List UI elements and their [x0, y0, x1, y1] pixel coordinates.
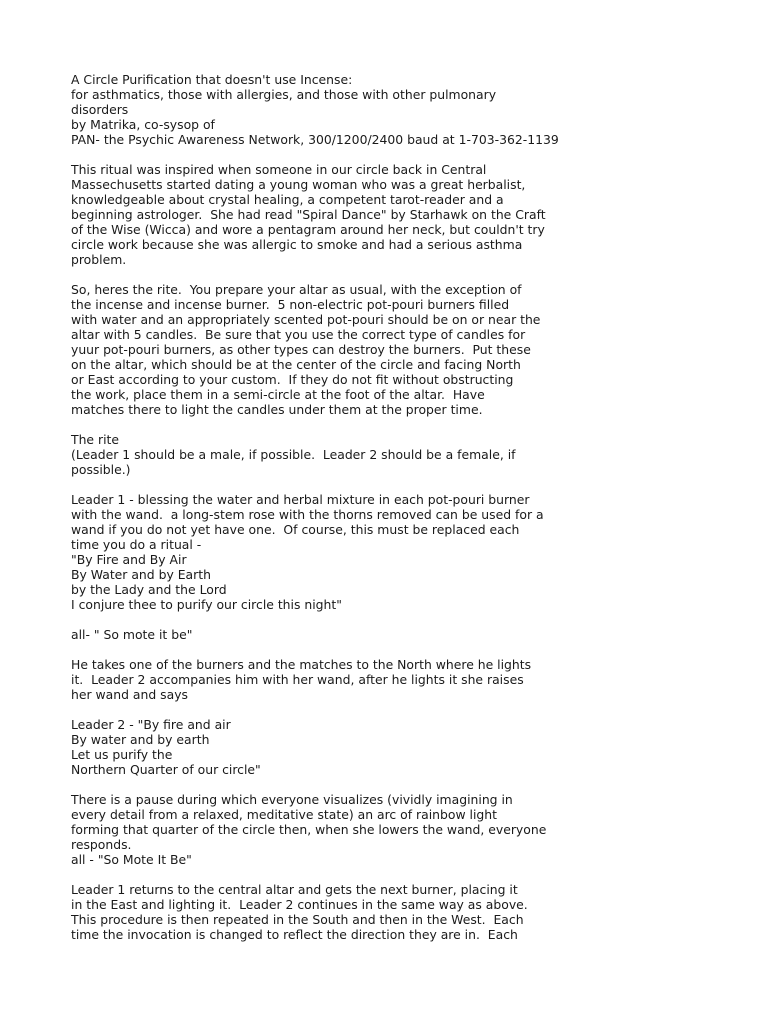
text-line: possible.) [71, 462, 131, 477]
text-line: I conjure thee to purify our circle this night" [71, 597, 342, 612]
text-line: So, heres the rite. You prepare your altar as usual, with the exception of [71, 282, 522, 297]
text-line: all - "So Mote It Be" [71, 852, 192, 867]
blank-line [71, 642, 731, 657]
text-line: forming that quarter of the circle then, when she lowers the wand, everyone [71, 822, 547, 837]
text-line: in the East and lighting it. Leader 2 continues in the same way as above. [71, 897, 528, 912]
text-line: responds. [71, 837, 132, 852]
text-line: problem. [71, 252, 127, 267]
text-line: all- " So mote it be" [71, 627, 193, 642]
text-line: This ritual was inspired when someone in our circle back in Central [71, 162, 487, 177]
blank-line [71, 417, 731, 432]
text-line: the work, place them in a semi-circle at the foot of the altar. Have [71, 387, 485, 402]
blank-line [71, 147, 731, 162]
text-line: Let us purify the [71, 747, 173, 762]
text-line: altar with 5 candles. Be sure that you use the correct type of candles for [71, 327, 526, 342]
text-line: circle work because she was allergic to smoke and had a serious asthma [71, 237, 523, 252]
text-line: beginning astrologer. She had read "Spiral Dance" by Starhawk on the Craft [71, 207, 546, 222]
text-line: the incense and incense burner. 5 non-electric pot-pouri burners filled [71, 297, 510, 312]
text-line: on the altar, which should be at the center of the circle and facing North [71, 357, 521, 372]
text-line: Leader 1 - blessing the water and herbal mixture in each pot-pouri burner [71, 492, 530, 507]
text-line: matches there to light the candles under them at the proper time. [71, 402, 483, 417]
text-line: (Leader 1 should be a male, if possible. Leader 2 should be a female, if [71, 447, 516, 462]
text-line: yuur pot-pouri burners, as other types can destroy the burners. Put these [71, 342, 531, 357]
document-text [71, 72, 731, 942]
text-line: disorders [71, 102, 129, 117]
text-line: PAN- the Psychic Awareness Network, 300/1200/2400 baud at 1-703-362-1139 [71, 132, 559, 147]
text-line: time the invocation is changed to reflect the direction they are in. Each [71, 927, 518, 942]
text-line: or East according to your custom. If they do not fit without obstructing [71, 372, 514, 387]
text-line: There is a pause during which everyone visualizes (vividly imagining in [71, 792, 513, 807]
blank-line [71, 867, 731, 882]
text-line: it. Leader 2 accompanies him with her wand, after he lights it she raises [71, 672, 524, 687]
text-line: with water and an appropriately scented pot-pouri should be on or near the [71, 312, 541, 327]
text-line: by Matrika, co-sysop of [71, 117, 215, 132]
text-line: wand if you do not yet have one. Of course, this must be replaced each [71, 522, 520, 537]
text-line: By Water and by Earth [71, 567, 211, 582]
text-line: The rite [71, 432, 120, 447]
text-line: of the Wise (Wicca) and wore a pentagram around her neck, but couldn't try [71, 222, 545, 237]
text-line: This procedure is then repeated in the South and then in the West. Each [71, 912, 524, 927]
text-line: He takes one of the burners and the matches to the North where he lights [71, 657, 532, 672]
text-line: Leader 2 - "By fire and air [71, 717, 231, 732]
blank-line [71, 612, 731, 627]
blank-line [71, 702, 731, 717]
text-line: A Circle Purification that doesn't use Incense: [71, 72, 353, 87]
text-line: Leader 1 returns to the central altar and gets the next burner, placing it [71, 882, 518, 897]
text-line: with the wand. a long-stem rose with the thorns removed can be used for a [71, 507, 544, 522]
text-line: Northern Quarter of our circle" [71, 762, 261, 777]
text-line: for asthmatics, those with allergies, and those with other pulmonary [71, 87, 497, 102]
blank-line [71, 777, 731, 792]
text-line: every detail from a relaxed, meditative state) an arc of rainbow light [71, 807, 498, 822]
text-line: knowledgeable about crystal healing, a competent tarot-reader and a [71, 192, 504, 207]
text-line: time you do a ritual - [71, 537, 202, 552]
blank-line [71, 477, 731, 492]
blank-line [71, 267, 731, 282]
text-line: Massechusetts started dating a young woman who was a great herbalist, [71, 177, 526, 192]
text-line: her wand and says [71, 687, 188, 702]
text-line: By water and by earth [71, 732, 210, 747]
text-line: "By Fire and By Air [71, 552, 187, 567]
text-line: by the Lady and the Lord [71, 582, 227, 597]
